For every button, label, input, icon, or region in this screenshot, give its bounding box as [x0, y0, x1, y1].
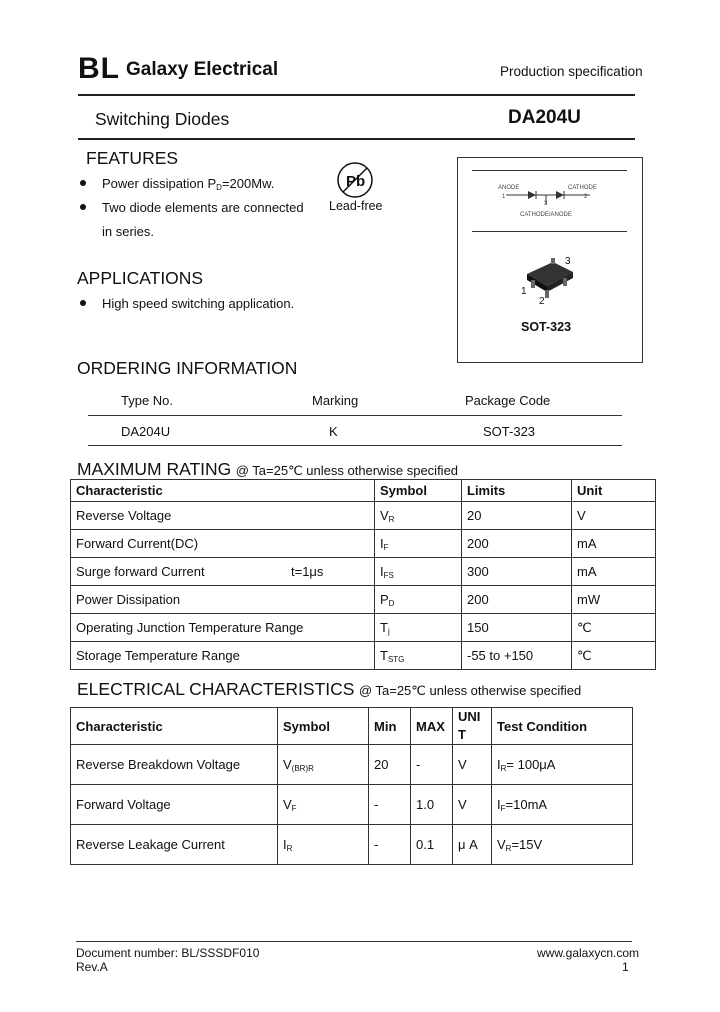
rating-limit: 300 [462, 558, 572, 586]
website-link[interactable]: www.galaxycn.com [537, 946, 640, 960]
ec-unit: V [453, 745, 492, 785]
rating-unit: mA [572, 530, 656, 558]
lead-free-symbol: Pb [346, 173, 366, 190]
symbol-text: T [380, 619, 388, 635]
ec-max: 1.0 [411, 785, 453, 825]
test-value: =10mA [505, 796, 548, 812]
test-subscript: F [500, 803, 506, 813]
ordering-marking: K [329, 424, 338, 439]
applications-heading: APPLICATIONS [77, 268, 204, 288]
pin-number-3: 3 [565, 256, 571, 267]
test-symbol: I [497, 796, 501, 812]
rating-limit: -55 to +150 [462, 642, 572, 670]
ec-test-condition [492, 785, 633, 825]
symbol-subscript: D [388, 598, 395, 608]
max-rating-title: MAXIMUM RATING @ Ta=25℃ unless otherwise specified [77, 459, 459, 479]
feature-diodes-line1: Two diode elements are connected [102, 200, 304, 215]
characteristic-text: Storage Temperature Range [76, 648, 240, 663]
ec-col-characteristic: Characteristic [71, 708, 278, 745]
ec-col-symbol: Symbol [278, 708, 369, 745]
table-row [71, 745, 633, 785]
table-row [71, 785, 633, 825]
test-symbol: I [497, 756, 501, 772]
table-row [71, 614, 656, 642]
symbol-text: I [380, 535, 384, 551]
bullet-icon [80, 204, 86, 210]
ec-col-test-condition: Test Condition [492, 708, 633, 745]
rating-symbol [375, 558, 462, 586]
ordering-heading: ORDERING INFORMATION [77, 358, 298, 378]
rating-characteristic [71, 614, 375, 642]
rating-symbol [375, 530, 462, 558]
table-row [71, 642, 656, 670]
symbol-text: V [380, 507, 389, 523]
package-name: SOT-323 [521, 320, 572, 334]
characteristic-text: Forward Current(DC) [76, 536, 199, 551]
symbol-text: I [380, 563, 384, 579]
rating-symbol [375, 502, 462, 530]
table-row [71, 825, 633, 865]
feature-diodes-line2: in series. [102, 224, 155, 239]
symbol-subscript: FS [383, 570, 394, 580]
symbol-text: V [283, 756, 292, 772]
symbol-subscript: (BR)R [291, 763, 314, 773]
features-heading: FEATURES [86, 148, 179, 168]
circuit-diagram [470, 176, 630, 226]
ordering-header-package: Package Code [465, 393, 551, 408]
ec-test-condition [492, 745, 633, 785]
condition-text: t=1μs [291, 564, 324, 579]
symbol-text: P [380, 591, 389, 607]
ec-min: - [369, 785, 411, 825]
characteristic-text: Reverse Voltage [76, 508, 172, 523]
rating-symbol [375, 642, 462, 670]
ec-symbol [278, 745, 369, 785]
ordering-header-marking: Marking [312, 393, 359, 408]
ec-characteristic: Forward Voltage [71, 785, 278, 825]
rating-characteristic [71, 530, 375, 558]
part-number: DA204U [508, 107, 581, 128]
company-logo: BL [78, 52, 120, 85]
ec-max: 0.1 [411, 825, 453, 865]
characteristic-text: Operating Junction Temperature Range [76, 620, 304, 635]
ec-col-unit: UNI T [453, 708, 492, 745]
cathode-label: CATHODE [568, 185, 597, 191]
cathode-anode-label: CATHODE/ANODE [520, 212, 572, 218]
application-item: High speed switching application. [102, 296, 295, 311]
max-rating-table [70, 479, 656, 670]
col-characteristic: Characteristic [71, 480, 375, 502]
col-unit: Unit [572, 480, 656, 502]
test-subscript: R [505, 843, 512, 853]
characteristic-text: Surge forward Current [76, 564, 205, 579]
pin1-label: 1 [502, 194, 506, 200]
col-limits: Limits [462, 480, 572, 502]
characteristic-text: Power Dissipation [76, 592, 181, 607]
revision: Rev.A [76, 960, 108, 974]
symbol-subscript: STG [387, 654, 405, 664]
table-row [71, 530, 656, 558]
pin-number-2: 2 [539, 296, 545, 307]
electrical-title: ELECTRICAL CHARACTERISTICS @ Ta=25℃ unless otherwise specified [77, 679, 582, 699]
footer-divider [76, 941, 632, 942]
ordering-header-type: Type No. [121, 393, 174, 408]
document-number: Document number: BL/SSSDF010 [76, 946, 260, 960]
ec-symbol [278, 825, 369, 865]
rating-characteristic [71, 558, 375, 586]
rating-limit: 200 [462, 586, 572, 614]
symbol-subscript: R [388, 514, 395, 524]
ec-min: 20 [369, 745, 411, 785]
lead-free-label: Lead-free [329, 199, 383, 213]
rating-characteristic [71, 642, 375, 670]
electrical-table [70, 707, 633, 865]
page-number: 1 [622, 960, 629, 974]
bullet-icon [80, 180, 86, 186]
title-divider [78, 138, 635, 140]
ordering-bottom-line [88, 445, 622, 446]
rating-unit: ℃ [572, 642, 656, 670]
col-symbol: Symbol [375, 480, 462, 502]
document-type: Production specification [500, 64, 643, 79]
rating-limit: 20 [462, 502, 572, 530]
anode-label: ANODE [498, 185, 520, 191]
bullet-icon [80, 300, 86, 306]
rating-unit: ℃ [572, 614, 656, 642]
pin3-label: 3 [544, 201, 548, 207]
ec-max: - [411, 745, 453, 785]
rating-limit: 150 [462, 614, 572, 642]
table-row [71, 558, 656, 586]
diagram-top-line [472, 170, 627, 171]
test-symbol: V [497, 836, 506, 852]
rating-characteristic [71, 502, 375, 530]
rating-symbol [375, 586, 462, 614]
rating-symbol [375, 614, 462, 642]
rating-unit: mW [572, 586, 656, 614]
table-row [71, 502, 656, 530]
ec-col-min: Min [369, 708, 411, 745]
symbol-text: T [380, 647, 388, 663]
company-name: Galaxy Electrical [126, 59, 279, 80]
symbol-text: I [283, 836, 287, 852]
ec-characteristic: Reverse Leakage Current [71, 825, 278, 865]
rating-characteristic [71, 586, 375, 614]
product-family: Switching Diodes [95, 109, 230, 129]
ec-test-condition [492, 825, 633, 865]
pin-number-1: 1 [521, 286, 527, 297]
test-value: = 100μA [506, 756, 556, 772]
diagram-mid-line [472, 231, 627, 232]
rating-limit: 200 [462, 530, 572, 558]
table-row [71, 586, 656, 614]
ec-symbol [278, 785, 369, 825]
test-value: =15V [511, 836, 543, 852]
symbol-subscript: F [383, 542, 389, 552]
ordering-package: SOT-323 [483, 424, 536, 439]
ec-unit: μ A [453, 825, 492, 865]
lead-free-icon [335, 160, 375, 200]
rating-unit: V [572, 502, 656, 530]
symbol-subscript: j [387, 626, 390, 636]
header-divider [78, 94, 635, 96]
test-subscript: R [500, 763, 507, 773]
ordering-type: DA204U [121, 424, 171, 439]
symbol-text: V [283, 796, 292, 812]
symbol-subscript: R [286, 843, 293, 853]
ec-col-max: MAX [411, 708, 453, 745]
ec-min: - [369, 825, 411, 865]
feature-power-dissipation: Power dissipation $P_D=200Mw$. [102, 176, 275, 192]
ec-characteristic: Reverse Breakdown Voltage [71, 745, 278, 785]
sot323-package-icon [515, 252, 585, 307]
rating-unit: mA [572, 558, 656, 586]
ordering-divider [88, 415, 622, 416]
ec-unit: V [453, 785, 492, 825]
symbol-subscript: F [291, 803, 297, 813]
pin2-label: 2 [584, 194, 588, 200]
